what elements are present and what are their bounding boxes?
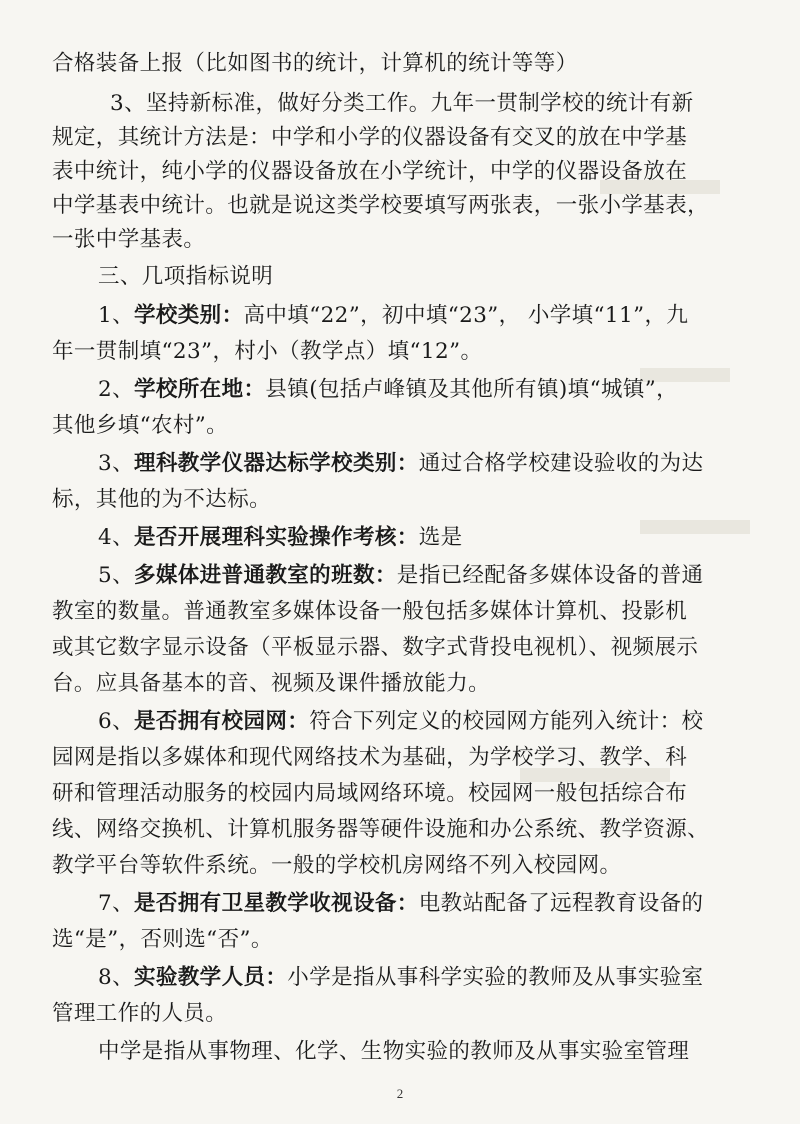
text-line: 或其它数字显示设备（平板显示器、数字式背投电视机）、视频展示 <box>52 635 699 660</box>
indicator-label: 学校所在地： <box>133 377 266 402</box>
indicator-item: 3、理科教学仪器达标学校类别：通过合格学校建设验收的为达 <box>98 451 704 476</box>
text-line: 中学基表中统计。也就是说这类学校要填写两张表，一张小学基表， <box>52 193 710 218</box>
text-line: 选“是”，否则选“否”。 <box>52 927 273 952</box>
text-line: 研和管理活动服务的校园内局域网络环境。校园网一般包括综合布 <box>52 781 688 806</box>
indicator-item: 2、学校所在地：县镇(包括卢峰镇及其他所有镇)填“城镇”， <box>98 377 679 402</box>
text-line: 园网是指以多媒体和现代网络技术为基础，为学校学习、教学、科 <box>52 745 688 770</box>
indicator-item: 5、多媒体进普通教室的班数：是指已经配备多媒体设备的普通 <box>98 563 704 588</box>
text-line: 中学是指从事物理、化学、生物实验的教师及从事实验室管理 <box>98 1039 690 1064</box>
section-heading: 三、几项指标说明 <box>98 264 274 289</box>
text-line: 其他乡填“农村”。 <box>52 413 229 438</box>
text-line: 3、坚持新标准，做好分类工作。九年一贯制学校的统计有新 <box>110 91 694 116</box>
indicator-item: 8、实验教学人员：小学是指从事科学实验的教师及从事实验室 <box>98 965 704 990</box>
page-number: 2 <box>396 1086 404 1101</box>
text-line: 年一贯制填“23”，村小（教学点）填“12”。 <box>52 339 483 364</box>
indicator-label: 是否开展理科实验操作考核： <box>133 525 419 550</box>
text-line: 台。应具备基本的音、视频及课件播放能力。 <box>52 671 491 696</box>
indicator-label: 实验教学人员： <box>133 965 288 990</box>
text-line: 教学平台等软件系统。一般的学校机房网络不列入校园网。 <box>52 853 622 878</box>
text-line: 规定，其统计方法是：中学和小学的仪器设备有交叉的放在中学基 <box>52 125 688 150</box>
text-line: 管理工作的人员。 <box>52 1001 228 1026</box>
indicator-label: 是否拥有卫星教学收视设备： <box>133 891 419 916</box>
indicator-item: 6、是否拥有校园网：符合下列定义的校园网方能列入统计：校 <box>98 709 704 734</box>
indicator-item: 4、是否开展理科实验操作考核：选是 <box>98 525 463 550</box>
text-line: 教室的数量。普通教室多媒体设备一般包括多媒体计算机、投影机 <box>52 599 688 624</box>
text-line: 表中统计，纯小学的仪器设备放在小学统计，中学的仪器设备放在 <box>52 159 688 184</box>
indicator-item: 1、学校类别：高中填“22”，初中填“23”， 小学填“11”，九 <box>98 303 689 328</box>
indicator-label: 学校类别： <box>133 303 244 328</box>
indicator-label: 理科教学仪器达标学校类别： <box>133 451 419 476</box>
text-line: 线、网络交换机、计算机服务器等硬件设施和办公系统、教学资源、 <box>52 817 710 842</box>
text-line: 合格装备上报（比如图书的统计，计算机的统计等等） <box>52 51 578 76</box>
indicator-item: 7、是否拥有卫星教学收视设备：电教站配备了远程教育设备的 <box>98 891 704 916</box>
text-line: 一张中学基表。 <box>52 227 206 252</box>
text-line: 标，其他的为不达标。 <box>52 487 272 512</box>
indicator-label: 多媒体进普通教室的班数： <box>133 563 397 588</box>
indicator-label: 是否拥有校园网： <box>133 709 310 734</box>
show-through-artifact <box>640 520 750 534</box>
